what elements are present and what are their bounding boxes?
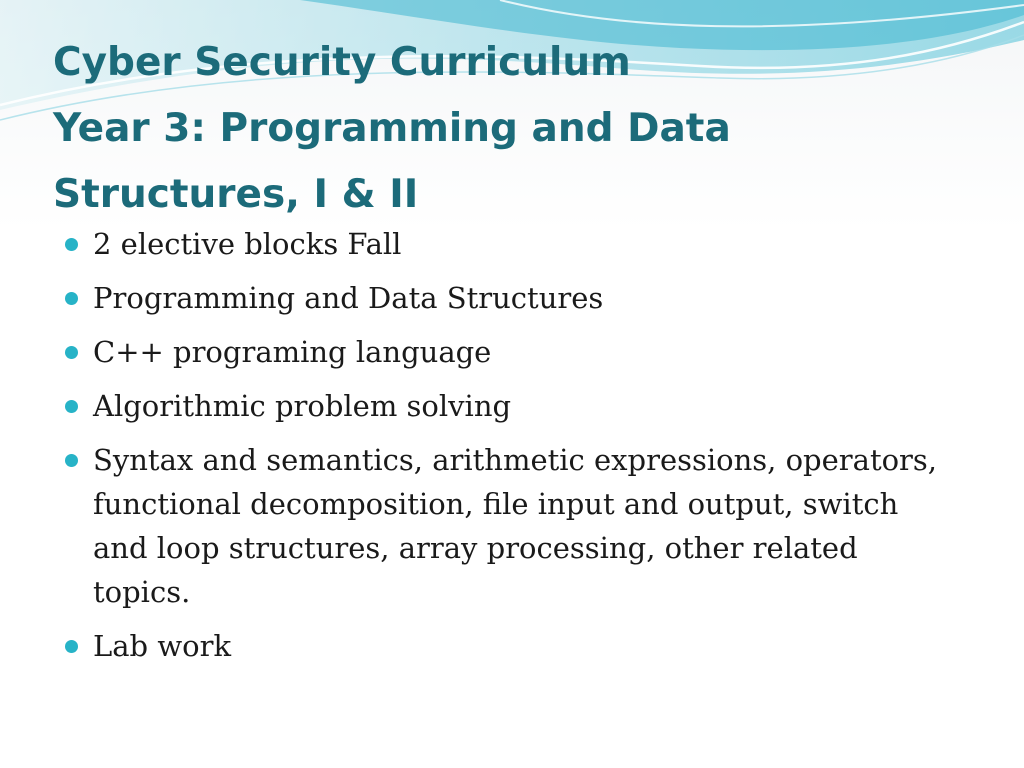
slide-title: [53, 30, 983, 228]
title-line-2: Year 3: Programming and Data Structures, I & II: [53, 106, 731, 217]
list-item: [62, 384, 942, 428]
bullet-icon: [65, 292, 78, 305]
list-item: [62, 438, 942, 614]
list-item: [62, 624, 942, 668]
bullet-text: C++ programing language: [93, 335, 492, 369]
bullet-text: 2 elective blocks Fall: [93, 227, 402, 261]
bullet-icon: [65, 400, 78, 413]
title-line-1: Cyber Security Curriculum: [53, 40, 631, 85]
bullet-icon: [65, 238, 78, 251]
bullet-list: [62, 222, 942, 678]
bullet-text: Lab work: [93, 629, 232, 663]
bullet-icon: [65, 346, 78, 359]
bullet-text: Algorithmic problem solving: [93, 389, 512, 423]
list-item: [62, 222, 942, 266]
bullet-text: Syntax and semantics, arithmetic expressions, operators, functional decomposition, file input and output, switch and loop structures, array processing, other related topics.: [93, 443, 938, 609]
bullet-text: Programming and Data Structures: [93, 281, 604, 315]
list-item: [62, 276, 942, 320]
bullet-icon: [65, 640, 78, 653]
bullet-icon: [65, 454, 78, 467]
list-item: [62, 330, 942, 374]
